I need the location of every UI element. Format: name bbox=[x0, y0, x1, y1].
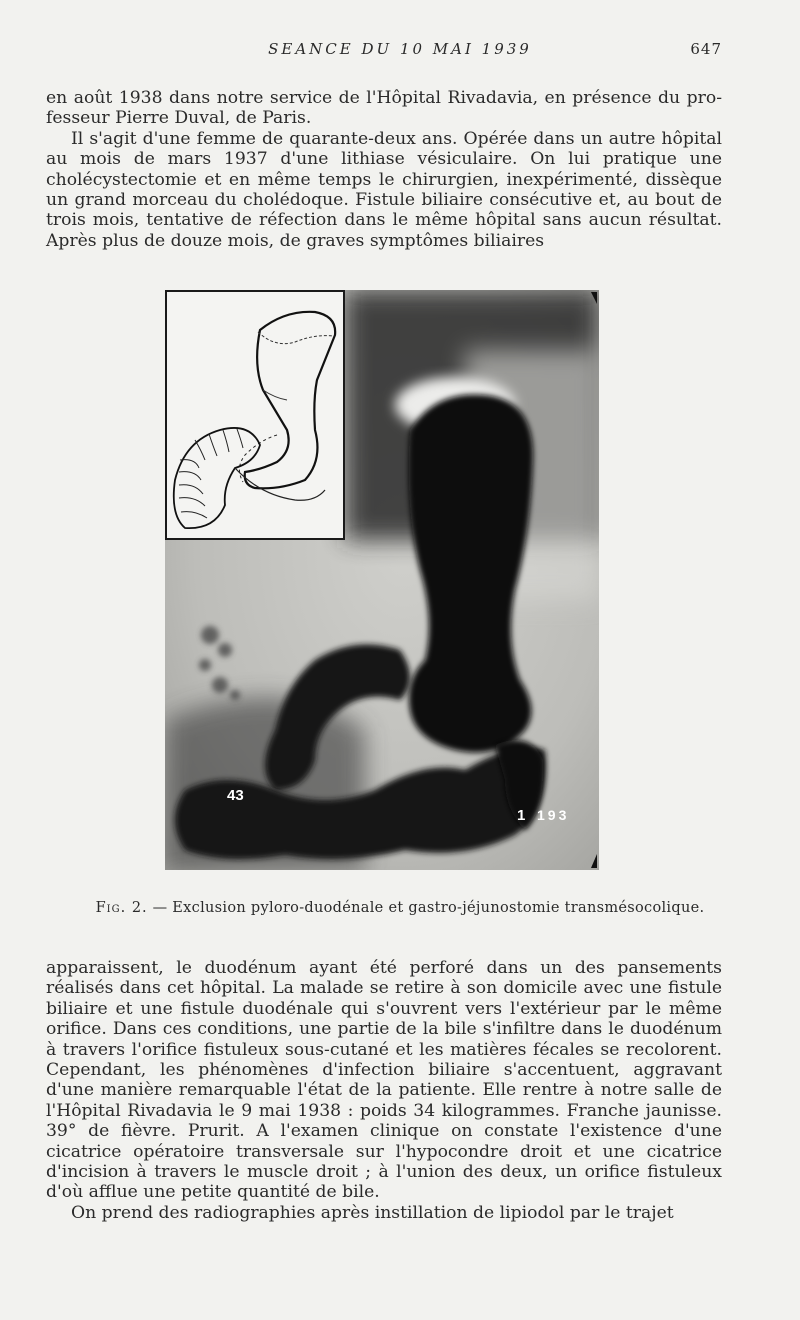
film-label-left: 43 bbox=[227, 787, 244, 804]
film-label-right: 193 bbox=[537, 807, 570, 823]
body-text-bottom bbox=[46, 958, 722, 1223]
page-header bbox=[0, 40, 800, 64]
caption-figure-label: Fig. 2. bbox=[95, 900, 148, 916]
film-label-tick: 1 bbox=[517, 807, 526, 824]
body-text-top bbox=[46, 88, 722, 251]
radiograph-figure bbox=[165, 290, 599, 870]
stomach-barium bbox=[409, 394, 533, 752]
page-number: 647 bbox=[690, 40, 722, 58]
paragraph: en août 1938 dans notre service de l'Hôpital Rivadavia, en présence du professeur Pierre Duval, de Paris. bbox=[46, 88, 722, 129]
caption-text: Exclusion pyloro-duodénale et gastro-jéjunostomie transmésocolique. bbox=[172, 900, 705, 916]
radiograph-image bbox=[165, 290, 599, 870]
paragraph: apparaissent, le duodénum ayant été perforé dans un des pansements réalisés dans cet hôpital. La malade se retire à son domicile avec une fistule biliaire et une fistule duodénale qui s'ouvrent vers l'extérieur par le même orifice. Dans ces conditions, une partie de la bile s'infiltre dans le duodénum à travers l'orifice fistuleux sous-cutané et les matières fécales se recolorent. Cependant, les phénomènes d'infection biliaire s'accentuent, aggravant d'une manière remarquable l'état de la patiente. Elle rentre à notre salle de l'Hôpital Rivadavia le 9 mai 1938 : poids 34 kilogrammes. Franche jaunisse. 39° de fièvre. Prurit. A l'examen clinique on constate l'existence d'une cicatrice opératoire transversale sur l'hypocondre droit et une cicatrice d'incision à travers le muscle droit ; à l'union des deux, un orifice fistuleux d'où afflue une petite quantité de bile. bbox=[46, 958, 722, 1203]
schematic-inset bbox=[166, 291, 344, 539]
paragraph: On prend des radiographies après instillation de lipiodol par le trajet bbox=[71, 1202, 674, 1223]
paragraph: Il s'agit d'une femme de quarante-deux ans. Opérée dans un autre hôpital au mois de mars 1937 d'une lithiase vésiculaire. On lui pratique une cholécystectomie et en même temps le chirurgien, inexpérimenté, dissèque un grand morceau du cholédoque. Fistule biliaire consécutive et, au bout de trois mois, tentative de réfection dans le même hôpital sans aucun résultat. Après plus de douze mois, de graves symptômes biliaires bbox=[46, 128, 722, 251]
figure-caption bbox=[0, 900, 800, 916]
caption-dash: — bbox=[147, 900, 173, 916]
running-title: SEANCE DU 10 MAI 1939 bbox=[268, 40, 532, 58]
